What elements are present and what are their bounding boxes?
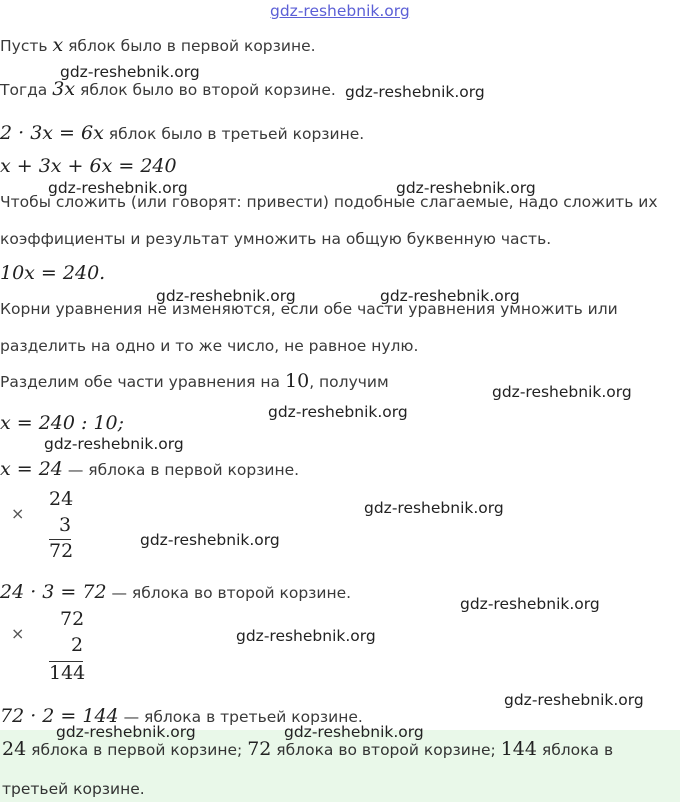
watermark: gdz-reshebnik.org [364, 499, 504, 517]
column-multiplication-1 [0, 486, 100, 562]
line-12: x = 24 — яблока в первой корзине. [0, 458, 300, 480]
line-3: 2 · 3x = 6x яблок было в третьей корзине. [0, 122, 365, 144]
watermark: gdz-reshebnik.org [380, 287, 520, 305]
watermark: gdz-reshebnik.org [44, 435, 184, 453]
watermark: gdz-reshebnik.org [396, 179, 536, 197]
multiplicand: 24 [49, 488, 74, 510]
line-4: x + 3x + 6x = 240 [0, 155, 177, 177]
line-10: Разделим обе части уравнения на 10, получим [0, 370, 389, 392]
watermark: gdz-reshebnik.org [460, 595, 600, 613]
line-14: 72 · 2 = 144 — яблока в третьей корзине. [0, 705, 363, 727]
line-5: Чтобы сложить (или говорят: привести) подобные слагаемые, надо сложить их [0, 193, 658, 211]
watermark: gdz-reshebnik.org [345, 83, 485, 101]
header-watermark-link[interactable]: gdz-reshebnik.org [270, 2, 410, 20]
answer-line-1: 24 яблока в первой корзине; 72 яблока во второй корзине; 144 яблока в [2, 738, 614, 760]
line-1: Пусть x яблок было в первой корзине. [0, 34, 316, 56]
line-2: Тогда 3x яблок было во второй корзине. [0, 78, 336, 100]
line-7: 10x = 240. [0, 262, 106, 284]
watermark: gdz-reshebnik.org [60, 63, 200, 81]
watermark: gdz-reshebnik.org [492, 383, 632, 401]
watermark: gdz-reshebnik.org [284, 723, 424, 741]
watermark: gdz-reshebnik.org [268, 403, 408, 421]
column-multiplication-2 [0, 606, 100, 684]
line-13: 24 · 3 = 72 — яблока во второй корзине. [0, 581, 352, 603]
multiply-sign: × [11, 504, 25, 523]
watermark: gdz-reshebnik.org [140, 531, 280, 549]
watermark: gdz-reshebnik.org [504, 691, 644, 709]
answer-line-2: третьей корзине. [2, 780, 145, 798]
product: 144 [49, 662, 86, 684]
watermark: gdz-reshebnik.org [156, 287, 296, 305]
multiplier: 2 [71, 634, 84, 656]
line-8: Корни уравнения не изменяются, если обе части уравнения умножить или [0, 300, 618, 318]
watermark: gdz-reshebnik.org [236, 627, 376, 645]
product: 72 [49, 540, 74, 562]
line-9: разделить на одно и то же число, не равное нулю. [0, 337, 419, 355]
line-6: коэффициенты и результат умножить на общую буквенную часть. [0, 230, 552, 248]
multiplier: 3 [59, 514, 72, 536]
multiply-sign: × [11, 624, 25, 643]
watermark: gdz-reshebnik.org [56, 723, 196, 741]
watermark: gdz-reshebnik.org [48, 179, 188, 197]
multiplicand: 72 [60, 608, 85, 630]
line-11: x = 240 : 10; [0, 412, 125, 434]
